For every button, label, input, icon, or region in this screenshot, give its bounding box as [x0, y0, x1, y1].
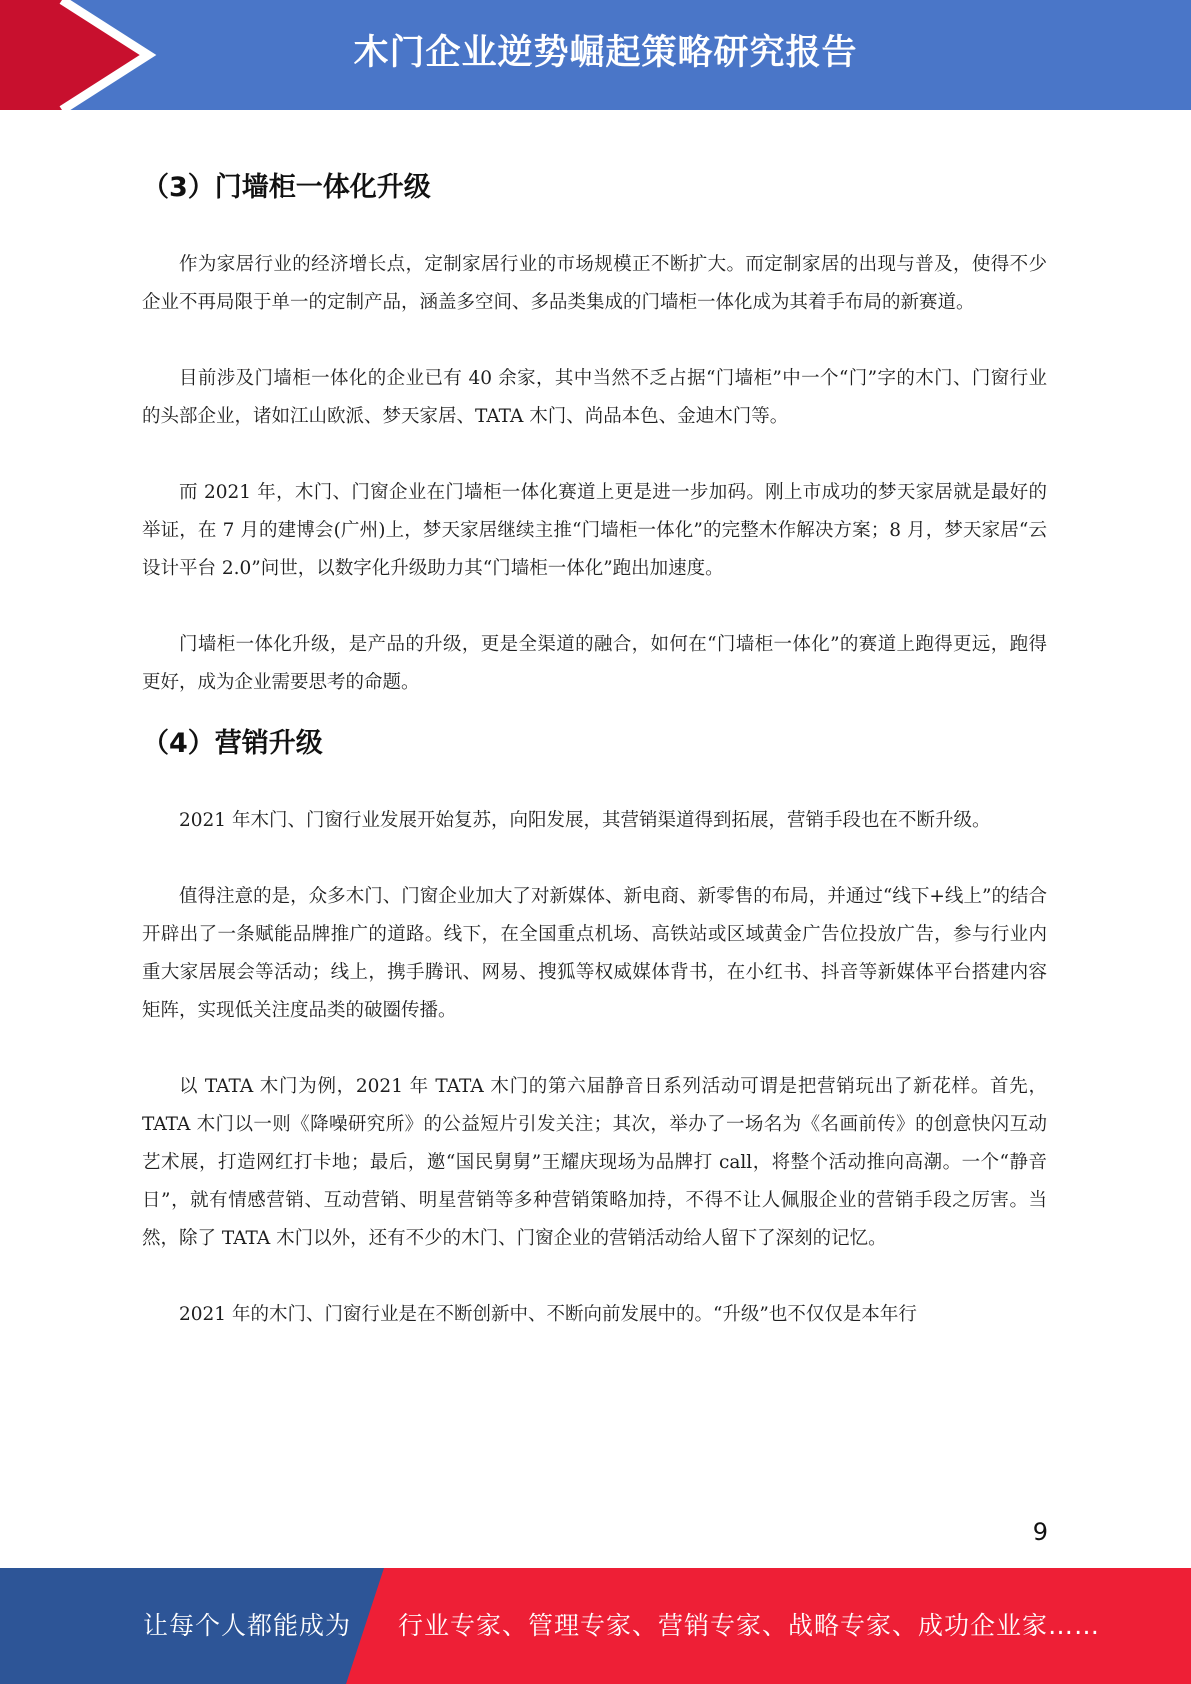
paragraph: 而 2021 年，木门、门窗企业在门墙柜一体化赛道上更是进一步加码。刚上市成功的梦天家居就是最好的举证，在 7 月的建博会(广州)上，梦天家居继续主推“门墙柜一体化”的完整木作解决方案；8 月，梦天家居“云设计平台 2.0”问世，以数字化升级助力其“门墙柜一体化”跑出加速度。	[142, 482, 1047, 579]
paragraph: 值得注意的是，众多木门、门窗企业加大了对新媒体、新电商、新零售的布局，并通过“线下+线上”的结合开辟出了一条赋能品牌推广的道路。线下，在全国重点机场、高铁站或区域黄金广告位投放广告，参与行业内重大家居展会等活动；线上，携手腾讯、网易、搜狐等权威媒体背书，在小红书、抖音等新媒体平台搭建内容矩阵，实现低关注度品类的破圈传播。	[142, 886, 1047, 1021]
page-content	[142, 150, 1047, 1334]
paragraph: 2021 年的木门、门窗行业是在不断创新中、不断向前发展中的。“升级”也不仅仅是本年行	[179, 1304, 917, 1325]
section-heading-4: （4）营销升级	[142, 728, 323, 759]
paragraph: 以 TATA 木门为例，2021 年 TATA 木门的第六届静音日系列活动可谓是把营销玩出了新花样。首先，TATA 木门以一则《降噪研究所》的公益短片引发关注；其次，举办了一场名为《名画前传》的创意快闪互动艺术展，打造网红打卡地；最后，邀“国民舅舅”王耀庆现场为品牌打 call，将整个活动推向高潮。一个“静音日”，就有情感营销、互动营销、明星营销等多种营销策略加持，不得不让人佩服企业的营销手段之厉害。当然，除了 TATA 木门以外，还有不少的木门、门窗企业的营销活动给人留下了深刻的记忆。	[142, 1076, 1047, 1249]
page-footer	[0, 1568, 1191, 1684]
footer-slogan-left: 让每个人都能成为	[143, 1611, 352, 1640]
paragraph: 2021 年木门、门窗行业发展开始复苏，向阳发展，其营销渠道得到拓展，营销手段也在不断升级。	[179, 810, 991, 831]
paragraph: 目前涉及门墙柜一体化的企业已有 40 余家，其中当然不乏占据“门墙柜”中一个“门”字的木门、门窗行业的头部企业，诸如江山欧派、梦天家居、TATA 木门、尚品本色、金迪木门等。	[142, 368, 1047, 427]
section-heading-3: （3）门墙柜一体化升级	[142, 172, 431, 203]
paragraph: 作为家居行业的经济增长点，定制家居行业的市场规模正不断扩大。而定制家居的出现与普及，使得不少企业不再局限于单一的定制产品，涵盖多空间、多品类集成的门墙柜一体化成为其着手布局的新赛道。	[142, 254, 1047, 313]
footer-slogan-right: 行业专家、管理专家、营销专家、战略专家、成功企业家……	[398, 1611, 1101, 1640]
page-header	[0, 0, 1191, 110]
paragraph: 门墙柜一体化升级，是产品的升级，更是全渠道的融合，如何在“门墙柜一体化”的赛道上跑得更远，跑得更好，成为企业需要思考的命题。	[142, 634, 1047, 693]
report-title: 木门企业逆势崛起策略研究报告	[353, 33, 858, 73]
page-number: 9	[1032, 1518, 1048, 1546]
